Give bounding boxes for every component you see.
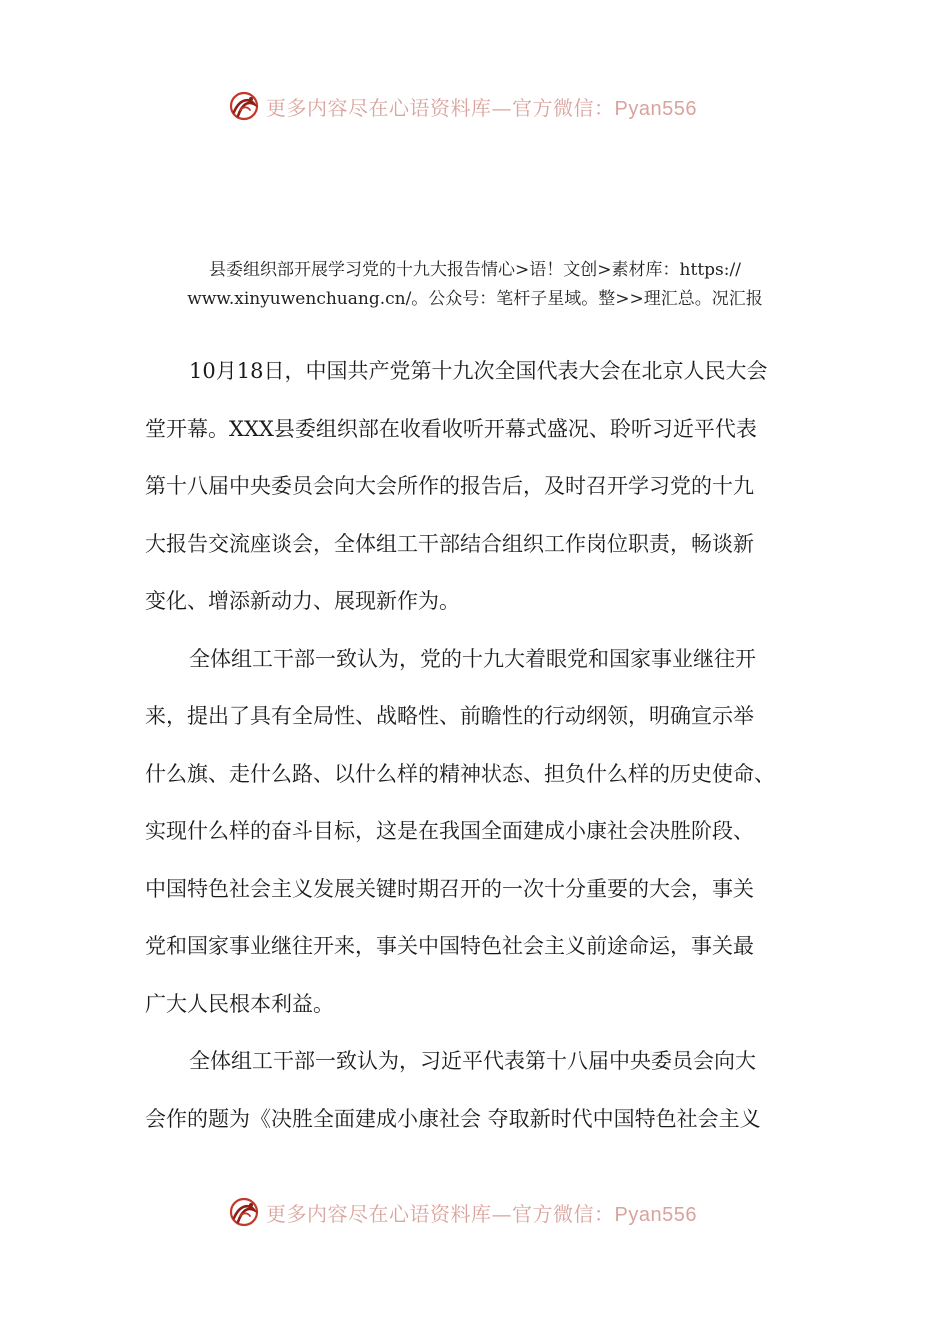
body-line: 什么旗、走什么路、以什么样的精神状态、担负什么样的历史使命、 [145,761,775,786]
body-line: 党和国家事业继往开来，事关中国特色社会主义前途命运，事关最 [145,934,754,958]
header-wechat-id: Pyan556 [614,97,697,120]
body-line: 来，提出了具有全局性、战略性、前瞻性的行动纲领，明确宣示举 [145,704,754,728]
footer-banner [226,1190,746,1234]
document-body [145,343,825,1148]
body-line: 全体组工干部一致认为，习近平代表第十八届中央委员会向大 [189,1049,756,1073]
body-line: 堂开幕。XXX县委组织部在收看收听开幕式盛况、聆听习近平代表 [145,416,757,441]
body-line: 变化、增添新动力、展现新作为。 [145,589,460,613]
document-title [150,256,800,314]
footer-banner-text: 更多内容尽在心语资料库—官方微信：Pyan556 [266,1201,697,1226]
header-banner [226,84,746,128]
body-line: 大报告交流座谈会，全体组工干部结合组织工作岗位职责，畅谈新 [145,531,754,556]
header-banner-text: 更多内容尽在心语资料库—官方微信：Pyan556 [266,95,697,120]
swirl-logo-icon [226,88,262,124]
swirl-logo-icon [226,1194,262,1230]
body-line: 会作的题为《决胜全面建成小康社会 夺取新时代中国特色社会主义 [145,1106,761,1131]
body-line: 广大人民根本利益。 [145,991,334,1016]
body-line: 全体组工干部一致认为，党的十九大着眼党和国家事业继往开 [189,646,756,671]
title-line-1: 县委组织部开展学习党的十九大报告情心>语！文创>素材库：https:// [209,260,741,280]
body-line: 中国特色社会主义发展关键时期召开的一次十分重要的大会，事关 [145,876,754,901]
footer-wechat-id: Pyan556 [614,1203,697,1226]
body-line: 实现什么样的奋斗目标，这是在我国全面建成小康社会决胜阶段、 [145,819,754,843]
body-line: 第十八届中央委员会向大会所作的报告后，及时召开学习党的十九 [145,474,754,498]
body-line: 10月18日，中国共产党第十九次全国代表大会在北京人民大会 [189,359,768,383]
title-line-2: www.xinyuwenchuang.cn/。公众号：笔杆子星域。整>>理汇总。况汇报 [187,289,763,309]
